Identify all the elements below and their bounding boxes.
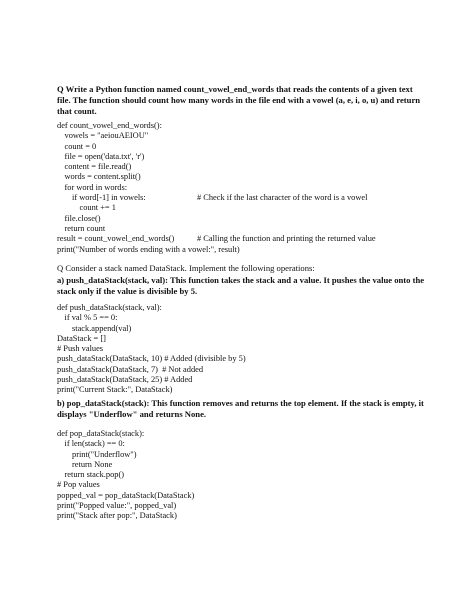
code-text: print("Popped value:", popped_val)	[57, 501, 177, 511]
code-line	[57, 511, 194, 521]
code-line	[57, 470, 194, 480]
code-text: if len(stack) == 0:	[64, 439, 125, 449]
code-text: def count_vowel_end_words():	[57, 121, 162, 130]
code-line	[57, 203, 240, 213]
code-line	[57, 480, 194, 490]
code-line	[57, 354, 246, 364]
code-text: return None	[72, 459, 113, 469]
code-line	[57, 245, 240, 255]
question-2-part-a: a) push_dataStack(stack, val): This function takes the stack and a value. It pushes the value onto the stack only if the value is divisible by 5.	[57, 275, 425, 297]
code-line	[57, 234, 376, 244]
code-line	[57, 375, 246, 385]
code-line	[57, 142, 240, 152]
code-text: push_dataStack(DataStack, 10) # Added (divisible by 5)	[57, 354, 246, 364]
question-2-intro: Q Consider a stack named DataStack. Implement the following operations:	[57, 263, 315, 273]
code-line	[57, 344, 246, 354]
code-line	[57, 152, 240, 162]
code-block-3	[57, 429, 194, 522]
code-line	[57, 365, 246, 375]
code-text: def push_dataStack(stack, val):	[57, 303, 162, 312]
code-block-2	[57, 303, 246, 396]
code-text: push_dataStack(DataStack, 7) # Not added	[57, 364, 204, 374]
question-2-part-b: b) pop_dataStack(stack): This function removes and returns the top element. If the stack is empty, it displays "Underflow" and returns None.	[57, 398, 424, 420]
code-text: print("Current Stack:", DataStack)	[57, 385, 173, 395]
code-line	[57, 162, 240, 172]
code-line	[57, 183, 240, 193]
code-line	[57, 214, 240, 224]
code-text: words = content.split()	[64, 172, 141, 182]
code-text: content = file.read()	[64, 162, 132, 172]
code-text: file.close()	[64, 213, 101, 223]
code-text: print("Number of words ending with a vowel:", result)	[57, 244, 240, 254]
code-text: # Pop values	[57, 480, 100, 490]
code-block-1	[57, 121, 376, 255]
code-line	[57, 334, 246, 344]
code-line	[57, 385, 246, 395]
code-line	[57, 121, 240, 131]
code-line	[57, 439, 194, 449]
code-line	[57, 501, 194, 511]
code-text: print("Stack after pop:", DataStack)	[57, 511, 177, 521]
code-text: count += 1	[79, 203, 116, 213]
code-text: return count	[64, 223, 106, 233]
code-text: stack.append(val)	[72, 323, 132, 333]
code-text: count = 0	[64, 141, 97, 151]
code-line	[57, 172, 240, 182]
code-text: # Push values	[57, 344, 104, 354]
code-line	[57, 324, 246, 334]
code-text: DataStack = []	[57, 333, 106, 343]
code-text: def pop_dataStack(stack):	[57, 429, 145, 438]
code-text: push_dataStack(DataStack, 25) # Added	[57, 375, 193, 385]
code-text: result = count_vowel_end_words()	[57, 234, 175, 244]
code-line	[57, 193, 368, 203]
code-line	[57, 313, 246, 323]
code-text: for word in words:	[64, 182, 128, 192]
code-line	[57, 450, 194, 460]
code-text: print("Underflow")	[72, 449, 137, 459]
code-text: vowels = "aeiouAEIOU"	[64, 131, 149, 141]
code-text: if val % 5 == 0:	[64, 313, 118, 323]
code-line	[57, 224, 240, 234]
code-text: if word[-1] in vowels:	[72, 193, 146, 203]
code-line	[57, 460, 194, 470]
code-line	[57, 131, 240, 141]
code-line	[57, 429, 194, 439]
code-line	[57, 303, 246, 313]
question-1-text: Q Write a Python function named count_vowel_end_words that reads the contents of a given text file. The function should count how many words in the file end with a vowel (a, e, i, o, u) and return that count.	[57, 84, 421, 117]
code-comment: # Calling the function and printing the returned value	[197, 234, 376, 244]
code-text: return stack.pop()	[64, 470, 125, 480]
code-text: file = open('data.txt', 'r')	[64, 151, 145, 161]
code-text: popped_val = pop_dataStack(DataStack)	[57, 490, 195, 500]
code-comment: # Check if the last character of the word is a vowel	[197, 193, 368, 203]
code-line	[57, 491, 194, 501]
